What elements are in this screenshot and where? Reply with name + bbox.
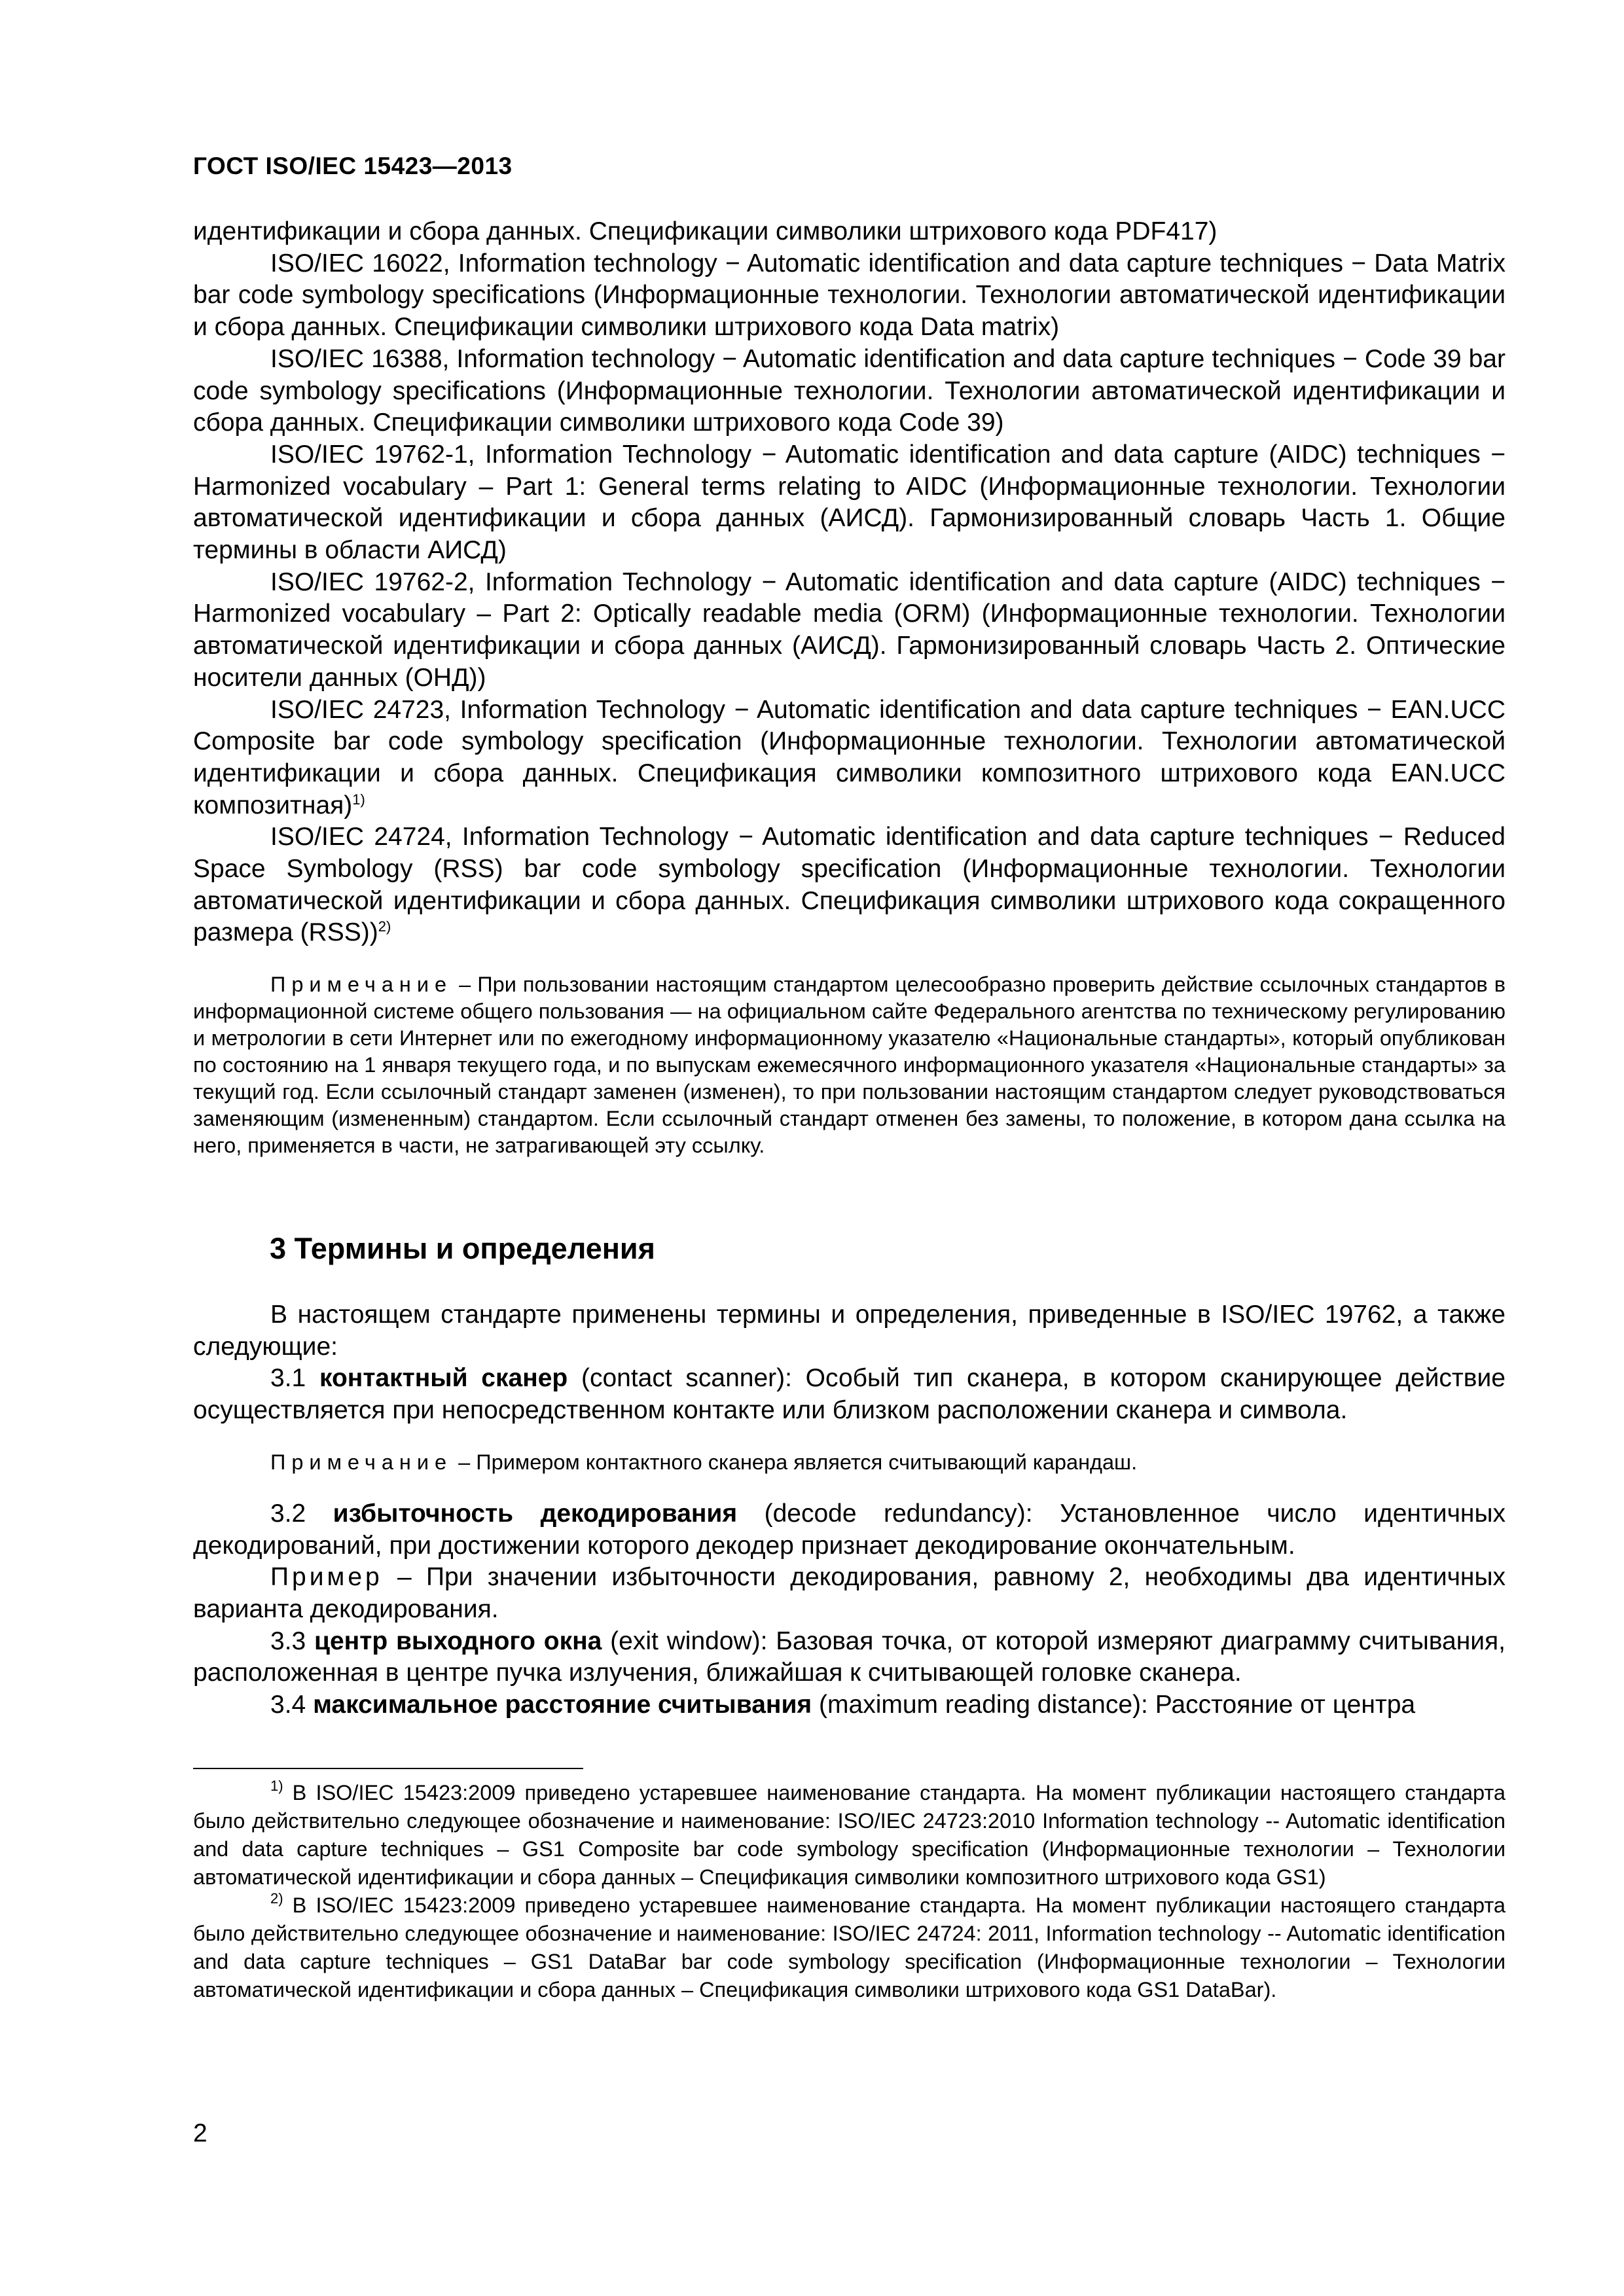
reference-item	[193, 821, 1506, 949]
example-text: – При значении избыточности декодирования, равному 2, необходимы два идентичных варианта декодирования.	[193, 1563, 1506, 1623]
footnote-marker: 1)	[270, 1778, 283, 1794]
term-3-3	[193, 1626, 1506, 1689]
note-contact-scanner	[193, 1449, 1506, 1476]
document-header: ГОСТ ISO/IEC 15423—2013	[193, 152, 513, 179]
term-number: 3.3	[270, 1626, 315, 1655]
reference-item: ISO/IEC 19762-2, Information Technology − Automatic identification and data capture (AIDC) techniques − Harmonized vocabulary – Part 2: Optically readable media (ORM) (Информационные технологии. Технологии автоматической идентификации и сбора данных (АИСД). Гармонизированный словарь Часть 2. Оптические носители данных (ОНД))	[193, 567, 1506, 692]
term-name: избыточность декодирования	[333, 1499, 738, 1528]
term-definition: : Базовая точка, от которой измеряют диаграмму считывания, расположенная в центре пучка излучения, ближайшая к считывающей головке сканера.	[193, 1626, 1506, 1687]
term-number: 3.4	[270, 1691, 314, 1719]
term-english: (exit window)	[602, 1626, 761, 1655]
term-3-2	[193, 1498, 1506, 1562]
reference-item: идентификации и сбора данных. Спецификации символики штрихового кода PDF417)	[193, 217, 1218, 245]
footnote-2	[193, 1892, 1506, 2004]
footnote-text: В ISO/IEC 15423:2009 приведено устаревшее наименование стандарта. На момент публикации настоящего стандарта было действительно следующее обозначение и наименование: ISO/IEC 24724: 2011, Information technology -- Automatic identification and data capture techniques – GS1 DataBar bar code symbology specification (Информационные технологии – Технологии автоматической идентификации и сбора данных – Спецификация символики штрихового кода GS1 DataBar).	[193, 1893, 1506, 2001]
reference-item: ISO/IEC 16388, Information technology − Automatic identification and data capture techniques − Code 39 bar code symbology specifications (Информационные технологии. Технологии автоматической идентификации и сбора данных. Спецификации символики штрихового кода Code 39)	[193, 344, 1506, 437]
footnote-marker: 2)	[270, 1890, 283, 1907]
footnotes	[193, 1779, 1506, 2004]
footnote-ref-1[interactable]: 1)	[352, 791, 365, 808]
page-number: 2	[193, 2119, 208, 2147]
note-label: Примечание	[270, 1450, 453, 1474]
term-number: 3.2	[270, 1499, 333, 1528]
example-label: Пример	[270, 1563, 383, 1592]
term-definition: (contact scanner): Особый тип сканера, в котором сканирующее действие осуществляется при непосредственном контакте или близком расположении сканера и символа.	[193, 1364, 1506, 1425]
note-text: – Примером контактного сканера является считывающий карандаш.	[452, 1450, 1138, 1474]
term-english: (decode redundancy)	[737, 1499, 1026, 1528]
terms-section	[193, 1299, 1506, 1721]
term-english: (maximum reading distance)	[812, 1691, 1142, 1719]
note-text: – При пользовании настоящим стандартом целесообразно проверить действие ссылочных стандартов в информационной системе общего пользования — на официальном сайте Федерального агентства по техническому регулированию и метрологии в сети Интернет или по ежегодному информационному указателю «Национальные стандарты», который опубликован по состоянию на 1 января текущего года, и по выпускам ежемесячного информационного указателя «Национальные стандарты» за текущий год. Если ссылочный стандарт заменен (изменен), то при пользовании настоящим стандартом следует руководствоваться заменяющим (измененным) стандартом. Если ссылочный стандарт отменен без замены, то положение, в котором дана ссылка на него, применяется в части, не затрагивающей эту ссылку.	[193, 973, 1506, 1158]
reference-item: ISO/IEC 16022, Information technology − Automatic identification and data capture techniques − Data Matrix bar code symbology specifications (Информационные технологии. Технологии автоматической идентификации и сбора данных. Спецификации символики штрихового кода Data matrix)	[193, 249, 1506, 342]
intro-paragraph: В настоящем стандарте применены термины и определения, приведенные в ISO/IEC 19762, а также следующие:	[193, 1300, 1506, 1361]
normative-references	[193, 216, 1506, 1159]
reference-text: ISO/IEC 24723, Information Technology − Automatic identification and data capture techniques − EAN.UCC Composite bar code symbology specification (Информационные технологии. Технологии автоматической идентификации и сбора данных. Спецификация символики композитного штрихового кода EAN.UCC композитная)	[193, 695, 1506, 819]
term-name: максимальное расстояние считывания	[313, 1691, 812, 1719]
reference-item: ISO/IEC 19762-1, Information Technology − Automatic identification and data capture (AIDC) techniques − Harmonized vocabulary – Part 1: General terms relating to AIDC (Информационные технологии. Технологии автоматической идентификации и сбора данных (АИСД). Гармонизированный словарь Часть 1. Общие термины в области АИСД)	[193, 440, 1506, 565]
footnote-1	[193, 1779, 1506, 1892]
reference-item	[193, 694, 1506, 822]
term-number: 3.1	[270, 1364, 319, 1393]
term-3-1	[193, 1363, 1506, 1426]
note-label: Примечание	[270, 973, 453, 997]
term-3-4	[193, 1689, 1506, 1721]
term-name: контактный сканер	[319, 1364, 568, 1393]
footnote-ref-2[interactable]: 2)	[378, 918, 391, 935]
note-references	[193, 971, 1506, 1159]
footnote-text: В ISO/IEC 15423:2009 приведено устаревшее наименование стандарта. На момент публикации настоящего стандарта было действительно следующее обозначение и наименование: ISO/IEC 24723:2010 Information technology -- Automatic identification and data capture techniques – GS1 Composite bar code symbology specification (Информационные технологии – Технологии автоматической идентификации и сбора данных – Спецификация символики композитного штрихового кода GS1)	[193, 1781, 1506, 1889]
example-paragraph	[193, 1562, 1506, 1625]
term-name: центр выходного окна	[314, 1626, 602, 1655]
section-title: 3 Термины и определения	[270, 1232, 655, 1265]
reference-text: ISO/IEC 24724, Information Technology − Automatic identification and data capture techniques − Reduced Space Symbology (RSS) bar code symbology specification (Информационные технологии. Технологии автоматической идентификации и сбора данных. Спецификация символики штрихового кода сокращенного размера (RSS))	[193, 823, 1506, 947]
footnote-divider	[193, 1768, 583, 1769]
term-definition: : Установленное число идентичных декодирований, при достижении которого декодер признает декодирование окончательным.	[193, 1499, 1506, 1560]
term-definition: : Расстояние от центра	[1141, 1691, 1416, 1719]
